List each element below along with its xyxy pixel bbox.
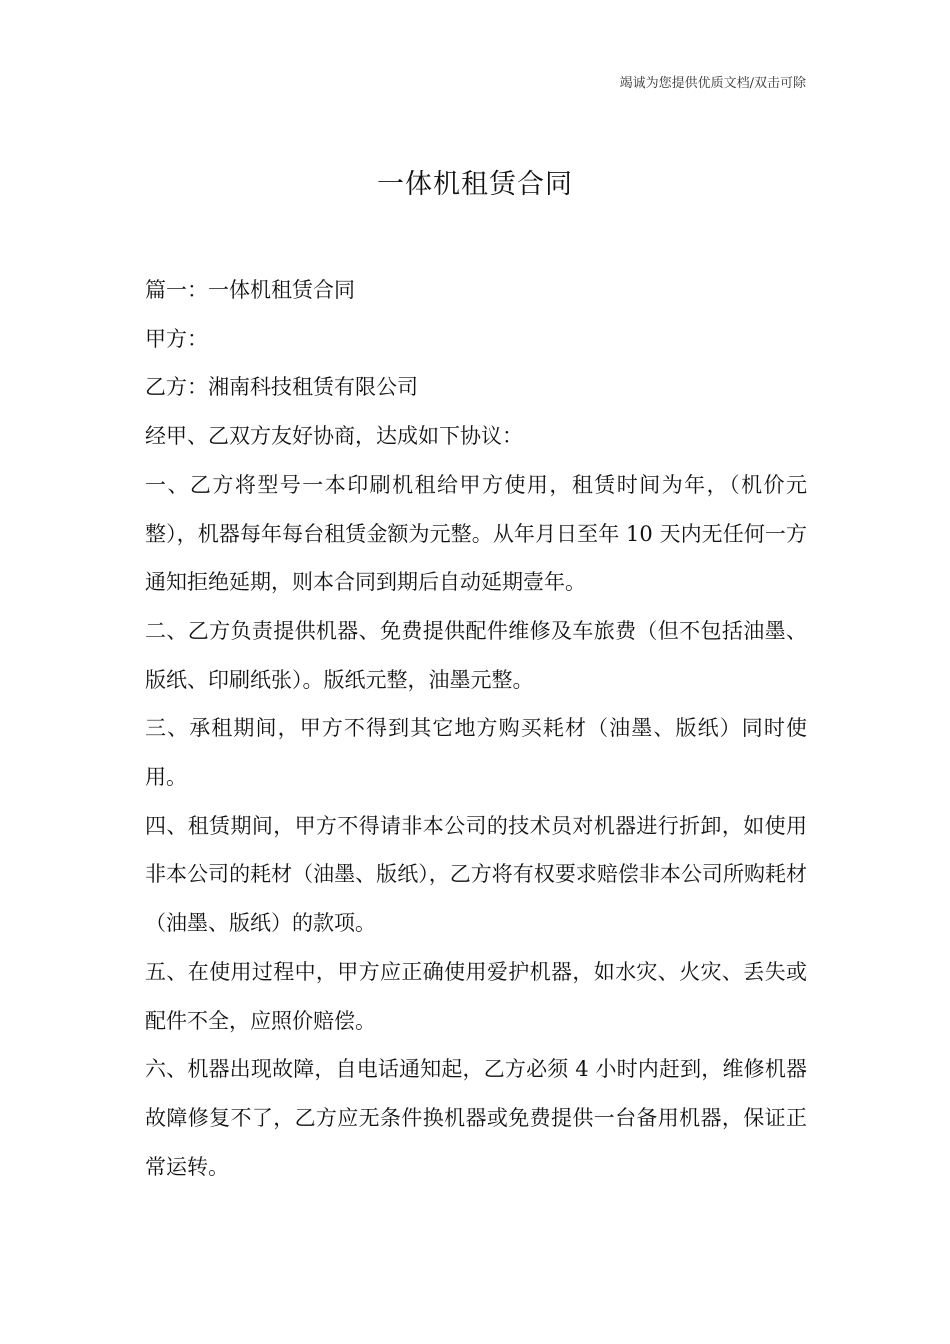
document-body bbox=[145, 266, 807, 1191]
party-b-line: 乙方：湘南科技租赁有限公司 bbox=[145, 375, 418, 400]
clause-1: 一、乙方将型号一本印刷机租给甲方使用，租赁时间为年，（机价元整），机器每年每台租赁金额为元整。从年月日至年 10 天内无任何一方通知拒绝延期，则本合同到期后自动延期壹年。 bbox=[145, 472, 807, 595]
clause-2: 二、乙方负责提供机器、免费提供配件维修及车旅费（但不包括油墨、版纸、印刷纸张）。版纸元整，油墨元整。 bbox=[145, 618, 807, 692]
section-heading: 篇一：一体机租赁合同 bbox=[145, 278, 355, 302]
agreement-intro: 经甲、乙双方友好协商，达成如下协议： bbox=[145, 424, 523, 449]
header-note: 竭诚为您提供优质文档/双击可除 bbox=[619, 76, 806, 91]
document-title: 一体机租赁合同 bbox=[377, 169, 573, 200]
clause-6: 六、机器出现故障，自电话通知起，乙方必须 4 小时内赶到，维修机器故障修复不了，乙方应无条件换机器或免费提供一台备用机器，保证正常运转。 bbox=[145, 1057, 807, 1179]
clause-3: 三、承租期间，甲方不得到其它地方购买耗材（油墨、版纸）同时使用。 bbox=[145, 716, 807, 790]
clause-5: 五、在使用过程中，甲方应正确使用爱护机器，如水灾、火灾、丢失或配件不全，应照价赔偿。 bbox=[145, 959, 807, 1033]
clause-4: 四、租赁期间，甲方不得请非本公司的技术员对机器进行折卸，如使用非本公司的耗材（油墨、版纸），乙方将有权要求赔偿非本公司所购耗材（油墨、版纸）的款项。 bbox=[145, 813, 807, 936]
party-a-line: 甲方： bbox=[145, 326, 208, 351]
